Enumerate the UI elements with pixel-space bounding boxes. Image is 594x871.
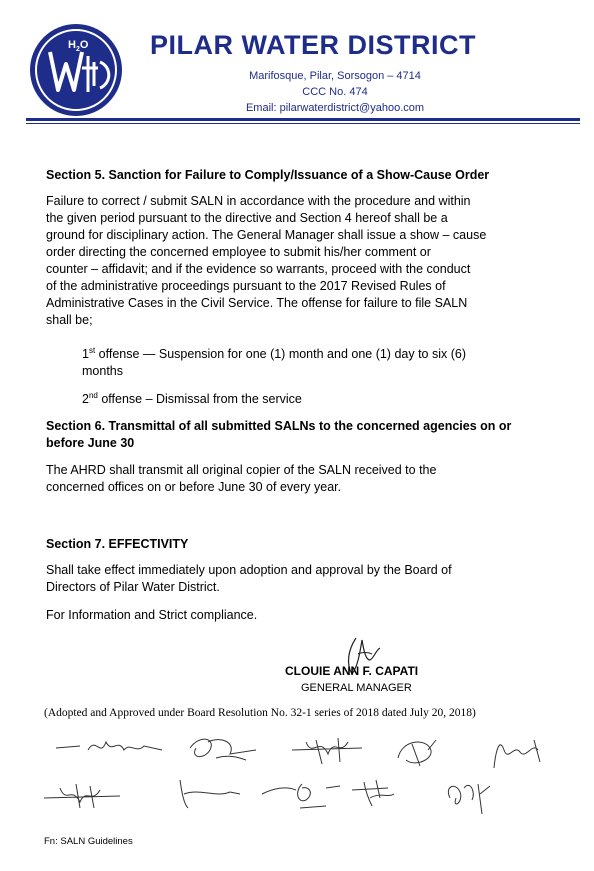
section-5-line: Administrative Cases in the Civil Service. The offense for failure to file SALN [46,296,468,310]
section-6-heading-continued: before June 30 [46,436,135,450]
offense-number: 1 [82,347,89,361]
section-5-line: counter – affidavit; and if the evidence so warrants, proceed with the conduct [46,262,471,276]
first-offense-continued: months [82,364,123,378]
section-5-line: ground for disciplinary action. The General Manager shall issue a show – cause [46,228,487,242]
section-5-line: of the administrative proceedings pursuant to the 2017 Revised Rules of [46,279,446,293]
signatory-title: GENERAL MANAGER [301,682,412,694]
ccc-number: CCC No. 474 [302,86,368,98]
svg-text:H2O: $H_2O$ [68,39,89,53]
section-6-line: concerned offices on or before June 30 of every year. [46,480,342,494]
section-7-line: Directors of Pilar Water District. [46,580,220,594]
section-5-line: Failure to correct / submit SALN in accordance with the procedure and within [46,194,471,208]
offense-text: offense — Suspension for one (1) month and one (1) day to six (6) [95,347,466,361]
section-5-heading: Section 5. Sanction for Failure to Comply/Issuance of a Show-Cause Order [46,168,490,182]
signatory-name: CLOUIE ANN F. CAPATI [285,664,419,678]
section-6-line: The AHRD shall transmit all original copier of the SALN received to the [46,463,437,477]
closing-statement: For Information and Strict compliance. [46,608,258,622]
footnote: Fn: SALN Guidelines [44,836,133,847]
section-5-line: the given period pursuant to the directive and Section 4 hereof shall be a [46,211,448,225]
board-signatures [40,728,580,828]
offense-text: offense – Dismissal from the service [97,392,302,406]
ordinal-suffix: st [88,346,96,355]
ordinal-suffix: nd [88,391,98,400]
adoption-note: (Adopted and Approved under Board Resolution No. 32-1 series of 2018 dated July 20, 2018) [44,707,476,719]
header-divider-thick [26,118,580,121]
section-5-line: order directing the concerned employee to submit his/her comment or [46,245,431,259]
offense-number: 2 [82,392,89,406]
section-7-line: Shall take effect immediately upon adoption and approval by the Board of [46,563,452,577]
section-7-heading: Section 7. EFFECTIVITY [46,537,189,551]
pilar-water-district-logo [28,22,124,118]
section-6-heading: Section 6. Transmittal of all submitted SALNs to the concerned agencies on or [46,419,512,433]
email-line: Email: pilarwaterdistrict@yahoo.com [245,102,425,114]
section-5-line: shall be; [46,313,93,327]
header-divider-thin [26,123,580,124]
first-offense [82,347,466,361]
address-line: Marifosque, Pilar, Sorsogon – 4714 [249,70,421,82]
organization-name: PILAR WATER DISTRICT [150,30,476,60]
second-offense [82,392,302,406]
